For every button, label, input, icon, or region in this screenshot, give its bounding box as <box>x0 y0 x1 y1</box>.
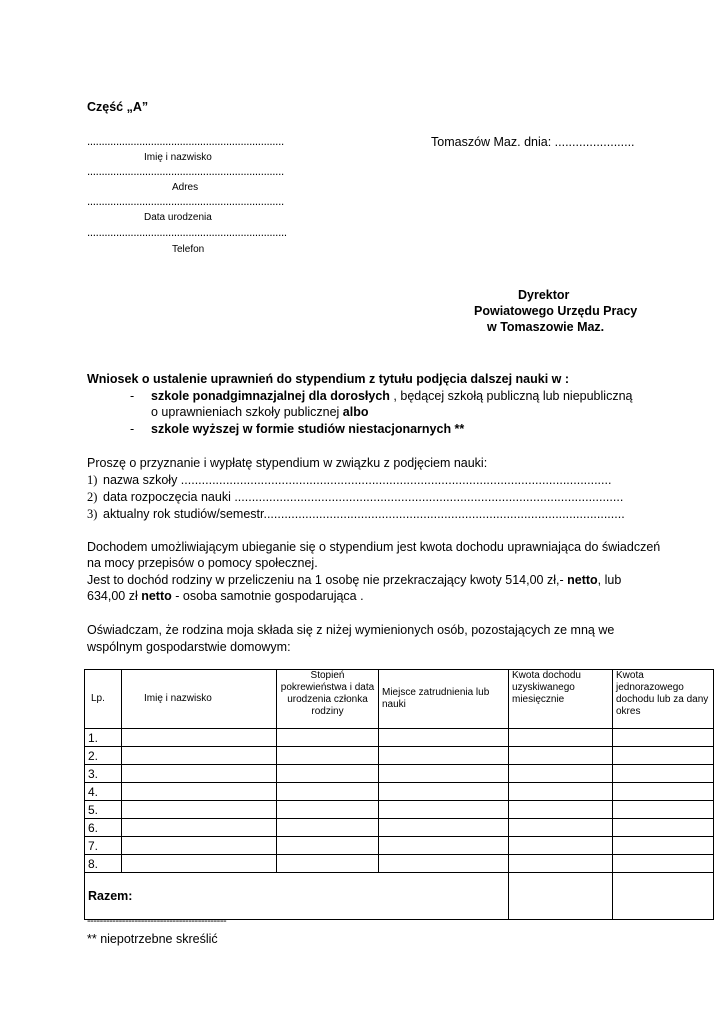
table-row <box>85 837 714 855</box>
cell-monthly-income[interactable] <box>509 729 613 747</box>
cell-name[interactable] <box>122 729 277 747</box>
cell-monthly-income[interactable] <box>509 837 613 855</box>
row-number: 2. <box>85 747 122 765</box>
plea-item-school[interactable] <box>87 473 611 488</box>
cell-name[interactable] <box>122 801 277 819</box>
total-row <box>85 873 714 920</box>
income-text: , lub <box>597 573 622 587</box>
place-date: Tomaszów Maz. dnia: ....................... <box>431 135 635 149</box>
cell-relationship[interactable] <box>277 855 379 873</box>
income-text: - osoba samotnie gospodarująca . <box>171 589 364 603</box>
request-item-line2: o uprawnieniach szkoły publicznej <box>151 405 343 419</box>
cell-one-time-income[interactable] <box>613 819 714 837</box>
row-number: 7. <box>85 837 122 855</box>
birthdate-label: Data urodzenia <box>144 212 212 223</box>
recipient-city: w Tomaszowie Maz. <box>487 320 605 334</box>
income-line-4 <box>87 589 364 603</box>
request-item-or: albo <box>342 405 369 419</box>
bullet-dash: - <box>130 422 135 436</box>
cell-monthly-income[interactable] <box>509 855 613 873</box>
cell-relationship[interactable] <box>277 837 379 855</box>
row-number: 6. <box>85 819 122 837</box>
declaration-line-2: wspólnym gospodarstwie domowym: <box>87 640 291 654</box>
row-number: 3. <box>85 765 122 783</box>
header-monthly-income: Kwota dochodu uzyskiwanego miesięcznie <box>509 670 613 729</box>
cell-name[interactable] <box>122 783 277 801</box>
phone-label: Telefon <box>172 244 205 255</box>
cell-workplace[interactable] <box>379 855 509 873</box>
cell-monthly-income[interactable] <box>509 765 613 783</box>
address-label: Adres <box>172 182 199 193</box>
request-item-secondary-school-bold: szkole ponadgimnazjalnej dla dorosłych <box>151 389 390 403</box>
cell-monthly-income[interactable] <box>509 801 613 819</box>
cell-workplace[interactable] <box>379 729 509 747</box>
plea-item-year[interactable] <box>87 507 625 522</box>
request-item-university: szkole wyższej w formie studiów niestacjonarnych ** <box>151 422 465 436</box>
address-field[interactable]: .................................................................... <box>87 166 284 178</box>
declaration-line-1: Oświadczam, że rodzina moja składa się z niżej wymienionych osób, pozostających ze mną we <box>87 623 615 637</box>
table-row <box>85 819 714 837</box>
recipient-office: Powiatowego Urzędu Pracy <box>474 304 638 318</box>
table-row <box>85 765 714 783</box>
cell-one-time-income[interactable] <box>613 837 714 855</box>
name-field[interactable]: .................................................................... <box>87 136 284 148</box>
bullet-dash: - <box>130 389 135 403</box>
plea-item-text: data rozpoczęcia nauki ................................................................................................................ <box>103 490 624 504</box>
part-title: Część „A” <box>87 100 149 114</box>
table-row <box>85 747 714 765</box>
cell-workplace[interactable] <box>379 837 509 855</box>
phone-field[interactable]: ..................................................................... <box>87 227 287 239</box>
cell-one-time-income[interactable] <box>613 729 714 747</box>
income-netto: netto <box>567 573 598 587</box>
total-label: Razem: <box>85 873 509 920</box>
plea-intro: Proszę o przyznanie i wypłatę stypendium w związku z podjęciem nauki: <box>87 456 488 470</box>
footnote-text: ** niepotrzebne skreślić <box>87 932 218 946</box>
cell-name[interactable] <box>122 819 277 837</box>
cell-monthly-income[interactable] <box>509 783 613 801</box>
row-number: 4. <box>85 783 122 801</box>
header-lp: Lp. <box>85 670 122 729</box>
cell-relationship[interactable] <box>277 729 379 747</box>
cell-workplace[interactable] <box>379 747 509 765</box>
total-monthly-income[interactable] <box>509 873 613 920</box>
plea-item-text: nazwa szkoły ............................................................................................................................ <box>103 473 612 487</box>
header-relationship: Stopień pokrewieństwa i data urodzenia członka rodziny <box>277 670 379 729</box>
cell-relationship[interactable] <box>277 783 379 801</box>
income-text: 634,00 zł <box>87 589 142 603</box>
request-item-secondary-school <box>151 389 632 403</box>
cell-name[interactable] <box>122 747 277 765</box>
cell-relationship[interactable] <box>277 747 379 765</box>
table-row <box>85 783 714 801</box>
cell-relationship[interactable] <box>277 819 379 837</box>
plea-item-number: 2) <box>87 490 98 504</box>
cell-one-time-income[interactable] <box>613 747 714 765</box>
income-line-1: Dochodem umożliwiającym ubieganie się o stypendium jest kwota dochodu uprawniająca do świadczeń <box>87 540 661 554</box>
cell-workplace[interactable] <box>379 765 509 783</box>
cell-monthly-income[interactable] <box>509 747 613 765</box>
row-number: 5. <box>85 801 122 819</box>
income-line-2: na mocy przepisów o pomocy społecznej. <box>87 556 318 570</box>
cell-relationship[interactable] <box>277 801 379 819</box>
cell-workplace[interactable] <box>379 819 509 837</box>
income-text: Jest to dochód rodziny w przeliczeniu na 1 osobę nie przekraczający kwoty 514,00 zł,- <box>87 573 568 587</box>
cell-name[interactable] <box>122 765 277 783</box>
table-row <box>85 729 714 747</box>
recipient-title: Dyrektor <box>518 288 570 302</box>
header-name: Imię i nazwisko <box>122 670 277 729</box>
cell-monthly-income[interactable] <box>509 819 613 837</box>
header-workplace: Miejsce zatrudnienia lub nauki <box>379 670 509 729</box>
cell-one-time-income[interactable] <box>613 855 714 873</box>
table-header-row <box>85 670 714 729</box>
cell-relationship[interactable] <box>277 765 379 783</box>
footnote-rule: -------------------------------------------- <box>87 915 227 927</box>
cell-name[interactable] <box>122 837 277 855</box>
cell-one-time-income[interactable] <box>613 765 714 783</box>
row-number: 8. <box>85 855 122 873</box>
table-row <box>85 855 714 873</box>
plea-item-start-date[interactable] <box>87 490 623 505</box>
plea-item-text: aktualny rok studiów/semestr........................................................................................................ <box>103 507 625 521</box>
row-number: 1. <box>85 729 122 747</box>
cell-one-time-income[interactable] <box>613 783 714 801</box>
name-label: Imię i nazwisko <box>144 152 212 163</box>
income-netto: netto <box>141 589 172 603</box>
birthdate-field[interactable]: .................................................................... <box>87 196 284 208</box>
plea-item-number: 3) <box>87 507 98 521</box>
total-one-time-income[interactable] <box>613 873 714 920</box>
cell-one-time-income[interactable] <box>613 801 714 819</box>
header-one-time-income: Kwota jednorazowego dochodu lub za dany okres <box>613 670 714 729</box>
family-members-table <box>84 669 714 920</box>
table-row <box>85 801 714 819</box>
request-item-secondary-school-rest: , będącej szkołą publiczną lub niepubliczną <box>389 389 633 403</box>
cell-workplace[interactable] <box>379 783 509 801</box>
cell-name[interactable] <box>122 855 277 873</box>
income-line-3 <box>87 573 621 587</box>
cell-workplace[interactable] <box>379 801 509 819</box>
request-item-secondary-school-cont <box>151 405 368 419</box>
request-heading: Wniosek o ustalenie uprawnień do stypendium z tytułu podjęcia dalszej nauki w : <box>87 372 570 386</box>
plea-item-number: 1) <box>87 473 98 487</box>
